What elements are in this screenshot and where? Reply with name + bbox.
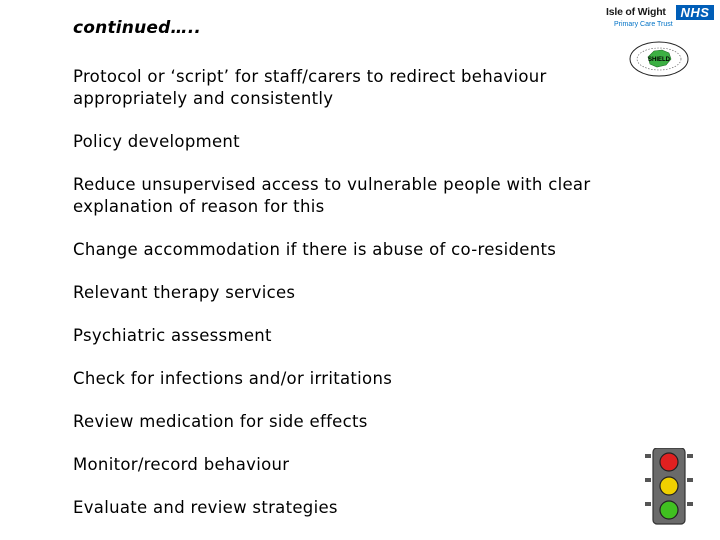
list-item-line: explanation of reason for this (73, 197, 325, 216)
list-item (73, 66, 633, 110)
shield-seal-logo (628, 40, 690, 78)
list-item-line: Monitor/record behaviour (73, 455, 290, 474)
list-item-line: Protocol or ‘script’ for staff/carers to redirect behaviour (73, 67, 547, 86)
nhs-badge: NHS (676, 5, 714, 20)
list-item (73, 368, 633, 390)
list-item (73, 131, 633, 153)
nhs-trust-logo (604, 3, 716, 33)
list-item (73, 325, 633, 347)
traffic-light-icon (643, 448, 695, 526)
list-item (73, 239, 633, 261)
list-item-line: Check for infections and/or irritations (73, 369, 393, 388)
green-light (660, 501, 678, 519)
seal-text: SHIELD (647, 57, 671, 63)
slide-heading: continued….. (73, 18, 202, 38)
list-item (73, 497, 633, 519)
list-item-line: Reduce unsupervised access to vulnerable people with clear (73, 175, 591, 194)
list-item-line: Relevant therapy services (73, 283, 296, 302)
org-name: Isle of Wight (606, 6, 666, 18)
list-item-line: Change accommodation if there is abuse of co-residents (73, 240, 557, 259)
red-light (660, 453, 678, 471)
list-item (73, 174, 633, 218)
list-item-line: Policy development (73, 132, 240, 151)
list-item-line: Evaluate and review strategies (73, 498, 338, 517)
list-item (73, 282, 633, 304)
list-item-line: Review medication for side effects (73, 412, 368, 431)
list-item-line: appropriately and consistently (73, 89, 334, 108)
trust-name: Primary Care Trust (614, 21, 673, 28)
item-list (73, 66, 633, 519)
list-item (73, 454, 633, 476)
amber-light (660, 477, 678, 495)
list-item-line: Psychiatric assessment (73, 326, 272, 345)
list-item (73, 411, 633, 433)
